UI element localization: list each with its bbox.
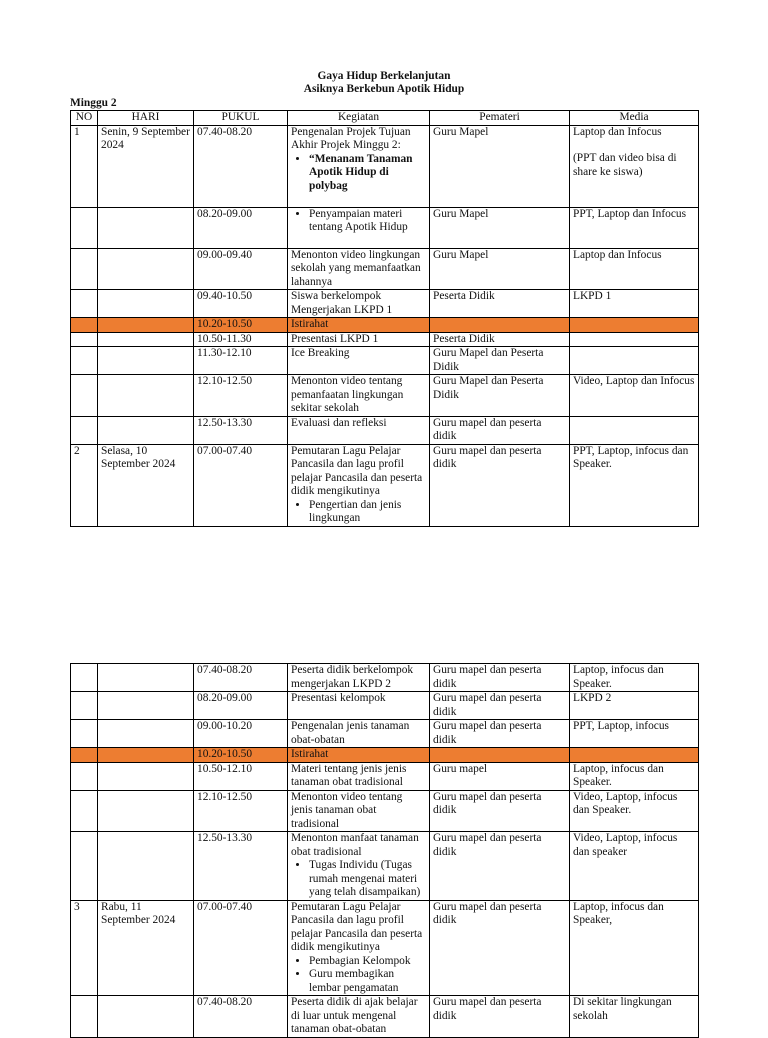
cell-speaker: Guru mapel — [430, 762, 570, 790]
cell-activity — [288, 900, 430, 996]
cell-no: 1 — [71, 125, 98, 207]
cell-activity — [288, 762, 430, 790]
activity-bullet-list — [291, 153, 426, 194]
activity-bullet-list — [291, 859, 426, 900]
header-kegiatan: Kegiatan — [288, 111, 430, 126]
schedule-table-part-1 — [70, 110, 699, 527]
media-note: (PPT dan video bisa di share ke siswa) — [573, 152, 677, 178]
cell-no — [71, 347, 98, 375]
cell-speaker: Guru mapel dan peserta didik — [430, 790, 570, 832]
cell-day — [98, 720, 194, 748]
activity-bullet: • “Menanam Tanaman Apotik Hidup di polybag — [309, 153, 426, 194]
activity-bullet: • Guru membagikan lembar pengamatan — [309, 968, 426, 995]
cell-day — [98, 692, 194, 720]
cell-time: 11.30-12.10 — [194, 347, 288, 375]
cell-activity — [288, 790, 430, 832]
cell-media — [570, 762, 699, 790]
cell-no — [71, 762, 98, 790]
cell-speaker: Guru mapel dan peserta didik — [430, 444, 570, 526]
table-row — [71, 125, 699, 207]
activity-text: Pengenalan Projek Tujuan Akhir Projek Minggu 2: — [291, 125, 411, 151]
table-row — [71, 692, 699, 720]
cell-speaker — [430, 318, 570, 333]
document-subtitle: Asiknya Berkebun Apotik Hidup — [303, 83, 465, 95]
activity-text: Ice Breaking — [291, 347, 350, 359]
table-row — [71, 375, 699, 417]
activity-bullet: • Pembagian Kelompok — [309, 955, 426, 969]
cell-no — [71, 416, 98, 444]
cell-activity — [288, 248, 430, 290]
cell-speaker: Guru mapel dan peserta didik — [430, 720, 570, 748]
cell-no — [71, 664, 98, 692]
table-row — [71, 248, 699, 290]
cell-media — [570, 790, 699, 832]
cell-day — [98, 207, 194, 248]
header-no: NO — [71, 111, 98, 126]
cell-time: 10.50-11.30 — [194, 332, 288, 347]
cell-day — [98, 996, 194, 1038]
cell-speaker: Guru mapel dan peserta didik — [430, 416, 570, 444]
activity-text: Peserta didik di ajak belajar di luar untuk mengenal tanaman obat-obatan — [291, 996, 418, 1035]
cell-media — [570, 416, 699, 444]
cell-time: 07.40-08.20 — [194, 125, 288, 207]
cell-day — [98, 318, 194, 333]
cell-no — [71, 332, 98, 347]
activity-text: Evaluasi dan refleksi — [291, 416, 387, 429]
cell-activity — [288, 748, 430, 763]
cell-day: Rabu, 11 September 2024 — [98, 900, 194, 996]
cell-time: 09.00-09.40 — [194, 248, 288, 290]
activity-text: Presentasi kelompok — [291, 692, 386, 704]
cell-activity — [288, 207, 430, 248]
cell-no: 3 — [71, 900, 98, 996]
media-text: Laptop, infocus dan Speaker. — [573, 762, 664, 788]
cell-speaker: Guru Mapel dan Peserta Didik — [430, 347, 570, 375]
week-label: Minggu 2 — [70, 97, 117, 109]
cell-media — [570, 290, 699, 318]
cell-no — [71, 790, 98, 832]
cell-speaker: Guru mapel dan peserta didik — [430, 832, 570, 901]
cell-no — [71, 832, 98, 901]
activity-text: Menonton video tentang pemanfaatan lingkungan sekitar sekolah — [291, 375, 404, 414]
cell-no: 2 — [71, 444, 98, 526]
cell-speaker: Guru mapel dan peserta didik — [430, 692, 570, 720]
activity-text: Peserta didik berkelompok mengerjakan LKPD 2 — [291, 664, 414, 690]
cell-day — [98, 762, 194, 790]
table-row — [71, 720, 699, 748]
cell-activity — [288, 444, 430, 526]
cell-time: 08.20-09.00 — [194, 207, 288, 248]
activity-bullet: • Pengertian dan jenis lingkungan — [309, 499, 426, 526]
header-pemateri: Pemateri — [430, 111, 570, 126]
cell-day — [98, 416, 194, 444]
media-text: Laptop, infocus dan Speaker, — [573, 900, 664, 926]
cell-no — [71, 290, 98, 318]
cell-speaker: Guru Mapel — [430, 248, 570, 290]
schedule-body-part-1 — [71, 125, 699, 526]
media-text: Video, Laptop dan Infocus — [573, 375, 695, 387]
table-row — [71, 762, 699, 790]
cell-media — [570, 832, 699, 901]
cell-activity — [288, 347, 430, 375]
document-title: Gaya Hidup Berkelanjutan — [317, 70, 451, 82]
table-row — [71, 832, 699, 901]
cell-media — [570, 248, 699, 290]
media-text: Laptop dan Infocus — [573, 125, 662, 138]
cell-media — [570, 375, 699, 417]
activity-text: Siswa berkelompok Mengerjakan LKPD 1 — [291, 290, 393, 316]
table-row — [71, 318, 699, 333]
media-text: LKPD 1 — [573, 290, 612, 302]
cell-day — [98, 248, 194, 290]
cell-time: 07.40-08.20 — [194, 996, 288, 1038]
schedule-table-part-2 — [70, 663, 699, 1038]
cell-day: Selasa, 10 September 2024 — [98, 444, 194, 526]
media-text: Video, Laptop, infocus dan speaker — [573, 832, 678, 858]
media-text: Video, Laptop, infocus dan Speaker. — [573, 790, 678, 816]
cell-day — [98, 375, 194, 417]
cell-media — [570, 444, 699, 526]
cell-speaker: Guru Mapel dan Peserta Didik — [430, 375, 570, 417]
cell-media — [570, 664, 699, 692]
table-row — [71, 416, 699, 444]
activity-text: Pemutaran Lagu Pelajar Pancasila dan lagu profil pelajar Pancasila dan peserta didik mengikutinya — [291, 444, 423, 497]
table-row — [71, 996, 699, 1038]
cell-speaker: Guru mapel dan peserta didik — [430, 996, 570, 1038]
cell-time: 10.20-10.50 — [194, 318, 288, 333]
table-row — [71, 664, 699, 692]
cell-time: 12.10-12.50 — [194, 375, 288, 417]
media-text: PPT, Laptop dan Infocus — [573, 207, 687, 220]
activity-text: Istirahat — [291, 318, 329, 330]
activity-text: Menonton manfaat tanaman obat tradisional — [291, 832, 419, 858]
media-text: LKPD 2 — [573, 692, 612, 704]
cell-time: 12.50-13.30 — [194, 832, 288, 901]
table-header-row — [71, 111, 699, 126]
table-row — [71, 748, 699, 763]
cell-activity — [288, 692, 430, 720]
table-row — [71, 347, 699, 375]
header-pukul: PUKUL — [194, 111, 288, 126]
cell-media — [570, 347, 699, 375]
cell-time: 07.40-08.20 — [194, 664, 288, 692]
cell-no — [71, 375, 98, 417]
cell-activity — [288, 720, 430, 748]
media-text: PPT, Laptop, infocus dan Speaker. — [573, 444, 689, 470]
cell-time: 08.20-09.00 — [194, 692, 288, 720]
header-hari: HARI — [98, 111, 194, 126]
cell-speaker: Guru mapel dan peserta didik — [430, 664, 570, 692]
cell-time: 07.00-07.40 — [194, 444, 288, 526]
cell-speaker: Guru Mapel — [430, 207, 570, 248]
schedule-body-part-2 — [71, 664, 699, 1038]
activity-bullet: • Tugas Individu (Tugas rumah mengenai materi yang telah disampaikan) — [309, 859, 426, 900]
cell-activity — [288, 375, 430, 417]
cell-media — [570, 900, 699, 996]
cell-no — [71, 692, 98, 720]
activity-text: Materi tentang jenis jenis tanaman obat tradisional — [291, 762, 407, 788]
cell-speaker: Guru Mapel — [430, 125, 570, 207]
cell-time: 09.40-10.50 — [194, 290, 288, 318]
cell-speaker: Peserta Didik — [430, 332, 570, 347]
table-row — [71, 444, 699, 526]
media-text: PPT, Laptop, infocus — [573, 720, 669, 732]
cell-media — [570, 332, 699, 347]
media-text: Laptop, infocus dan Speaker. — [573, 664, 664, 690]
media-gap — [573, 139, 695, 152]
cell-media — [570, 720, 699, 748]
cell-day: Senin, 9 September 2024 — [98, 125, 194, 207]
header-media: Media — [570, 111, 699, 126]
cell-speaker: Guru mapel dan peserta didik — [430, 900, 570, 996]
cell-activity — [288, 125, 430, 207]
table-row — [71, 290, 699, 318]
cell-day — [98, 332, 194, 347]
cell-no — [71, 248, 98, 290]
cell-activity — [288, 290, 430, 318]
cell-activity — [288, 416, 430, 444]
cell-activity — [288, 996, 430, 1038]
cell-day — [98, 790, 194, 832]
activity-text: Pemutaran Lagu Pelajar Pancasila dan lagu profil pelajar Pancasila dan peserta didik mengikutinya — [291, 900, 423, 953]
cell-activity — [288, 664, 430, 692]
cell-day — [98, 347, 194, 375]
cell-no — [71, 720, 98, 748]
cell-day — [98, 748, 194, 763]
cell-media — [570, 692, 699, 720]
cell-media — [570, 207, 699, 248]
cell-no — [71, 748, 98, 763]
activity-bullet-list — [291, 499, 426, 526]
cell-day — [98, 832, 194, 901]
activity-bullet: • Penyampaian materi tentang Apotik Hidup — [309, 208, 426, 235]
table-row — [71, 207, 699, 248]
media-text: Di sekitar lingkungan sekolah — [573, 996, 672, 1022]
activity-text: Presentasi LKPD 1 — [291, 332, 379, 345]
cell-activity — [288, 332, 430, 347]
cell-media — [570, 996, 699, 1038]
cell-activity — [288, 832, 430, 901]
cell-day — [98, 664, 194, 692]
cell-no — [71, 318, 98, 333]
activity-bullet-list — [291, 955, 426, 996]
cell-time: 10.50-12.10 — [194, 762, 288, 790]
activity-bullet-list — [291, 208, 426, 235]
cell-day — [98, 290, 194, 318]
cell-time: 12.10-12.50 — [194, 790, 288, 832]
activity-text: Menonton video tentang jenis tanaman obat tradisional — [291, 790, 403, 830]
media-text: Laptop dan Infocus — [573, 248, 662, 261]
cell-media — [570, 318, 699, 333]
table-row — [71, 900, 699, 996]
table-row — [71, 332, 699, 347]
activity-text: Menonton video lingkungan sekolah yang memanfaatkan lahannya — [291, 248, 421, 288]
activity-text: Pengenalan jenis tanaman obat-obatan — [291, 720, 410, 746]
cell-time: 09.00-10.20 — [194, 720, 288, 748]
activity-text: Istirahat — [291, 748, 329, 760]
cell-time: 10.20-10.50 — [194, 748, 288, 763]
cell-media — [570, 125, 699, 207]
cell-speaker: Peserta Didik — [430, 290, 570, 318]
cell-no — [71, 996, 98, 1038]
cell-time: 12.50-13.30 — [194, 416, 288, 444]
cell-media — [570, 748, 699, 763]
cell-no — [71, 207, 98, 248]
cell-speaker — [430, 748, 570, 763]
cell-time: 07.00-07.40 — [194, 900, 288, 996]
table-row — [71, 790, 699, 832]
cell-activity — [288, 318, 430, 333]
